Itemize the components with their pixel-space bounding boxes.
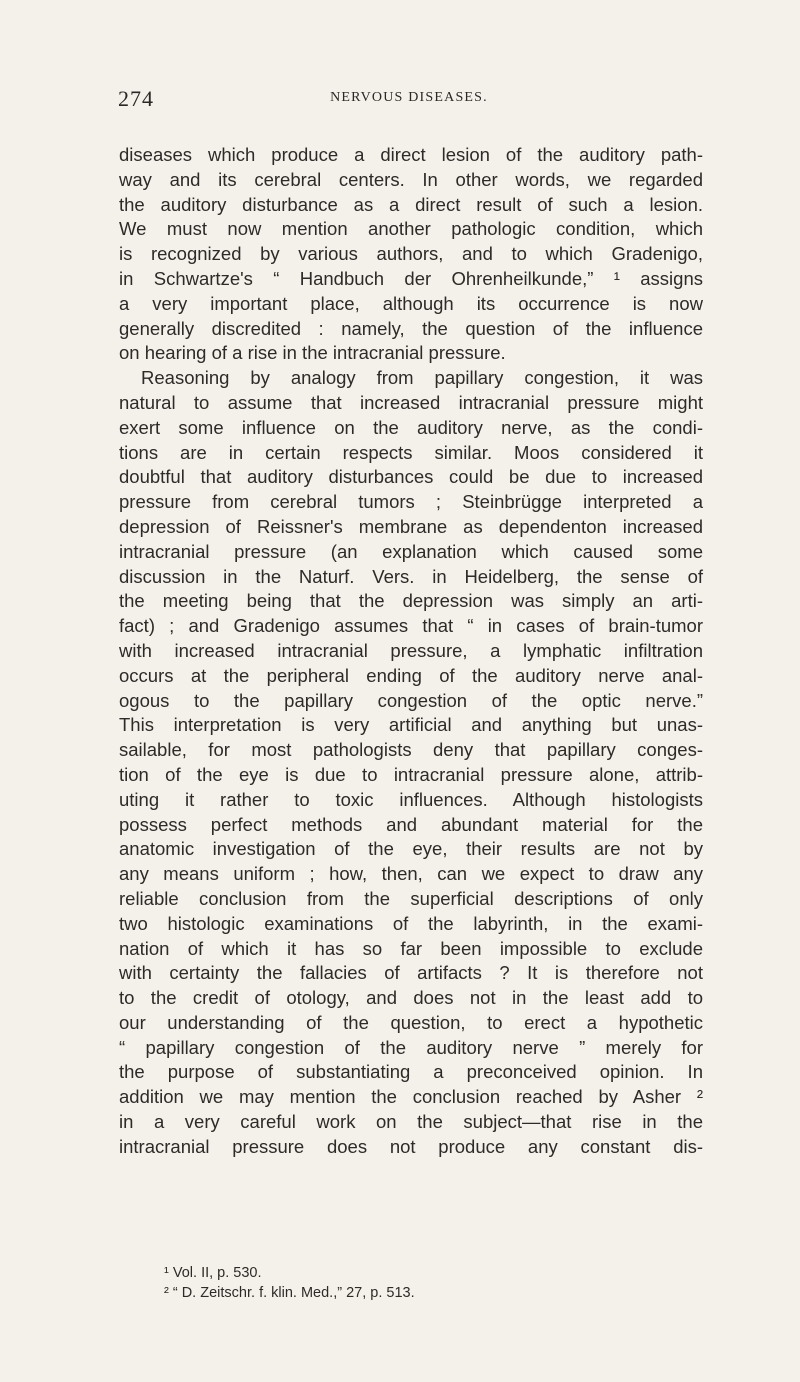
text-line: occurs at the peripheral ending of the auditory nerve anal- (119, 664, 703, 686)
text-line: nation of which it has so far been impossible to exclude (119, 937, 703, 959)
text-line: two histologic examinations of the labyrinth, in the exami- (119, 912, 703, 934)
footnote-2: ² “ D. Zeitschr. f. klin. Med.,” 27, p. 513. (164, 1285, 415, 1301)
body-text (119, 143, 703, 1160)
text-line: the purpose of substantiating a preconceived opinion. In (119, 1061, 703, 1083)
text-line: in a very careful work on the subject—that rise in the (119, 1111, 703, 1133)
text-line: ogous to the papillary congestion of the optic nerve.” (119, 689, 703, 711)
text-line: depression of Reissner's membrane as dependenton increased (119, 515, 703, 537)
text-line: exert some influence on the auditory nerve, as the condi- (119, 416, 703, 438)
text-line: way and its cerebral centers. In other words, we regarded (119, 168, 703, 190)
text-line: possess perfect methods and abundant material for the (119, 813, 703, 835)
text-line: in Schwartze's “ Handbuch der Ohrenheilkunde,” ¹ assigns (119, 267, 703, 289)
footnote-1: ¹ Vol. II, p. 530. (164, 1265, 262, 1281)
text-line: with certainty the fallacies of artifacts ? It is therefore not (119, 962, 703, 984)
running-head: NERVOUS DISEASES. (330, 90, 488, 105)
page-header (0, 86, 800, 116)
text-line: to the credit of otology, and does not in the least add to (119, 987, 703, 1009)
text-line: on hearing of a rise in the intracranial pressure. (119, 342, 506, 364)
footnotes (164, 1263, 415, 1303)
text-line: a very important place, although its occurrence is now (119, 292, 703, 314)
text-line: diseases which produce a direct lesion of the auditory path- (119, 144, 703, 165)
text-line: the auditory disturbance as a direct result of such a lesion. (119, 193, 703, 215)
text-line: tions are in certain respects similar. Moos considered it (119, 441, 703, 463)
text-line: uting it rather to toxic influences. Although histologists (119, 788, 703, 810)
text-line: tion of the eye is due to intracranial pressure alone, attrib- (119, 763, 703, 785)
text-line: We must now mention another pathologic condition, which (119, 218, 703, 240)
text-line: “ papillary congestion of the auditory nerve ” merely for (119, 1036, 703, 1058)
text-line: any means uniform ; how, then, can we expect to draw any (119, 863, 703, 885)
text-line: our understanding of the question, to erect a hypothetic (119, 1011, 703, 1033)
text-line: natural to assume that increased intracranial pressure might (119, 391, 703, 413)
text-line: sailable, for most pathologists deny that papillary conges- (119, 739, 703, 761)
text-line: pressure from cerebral tumors ; Steinbrügge interpreted a (119, 491, 703, 513)
text-line: Reasoning by analogy from papillary congestion, it was (141, 367, 703, 389)
text-line: discussion in the Naturf. Vers. in Heidelberg, the sense of (119, 565, 703, 587)
text-line: doubtful that auditory disturbances could be due to increased (119, 466, 703, 488)
text-line: generally discredited : namely, the question of the influence (119, 317, 703, 339)
text-line: addition we may mention the conclusion reached by Asher ² (119, 1086, 703, 1108)
page-number: 274 (118, 86, 154, 111)
text-line: reliable conclusion from the superficial descriptions of only (119, 887, 703, 909)
text-line: is recognized by various authors, and to which Gradenigo, (119, 243, 703, 265)
text-line: anatomic investigation of the eye, their results are not by (119, 838, 703, 860)
text-line: This interpretation is very artificial and anything but unas- (119, 714, 703, 736)
text-line: fact) ; and Gradenigo assumes that “ in cases of brain-tumor (119, 615, 703, 637)
text-line: intracranial pressure does not produce any constant dis- (119, 1135, 703, 1157)
text-line: with increased intracranial pressure, a lymphatic infiltration (119, 639, 703, 661)
text-line: the meeting being that the depression was simply an arti- (119, 590, 703, 612)
text-line: intracranial pressure (an explanation which caused some (119, 540, 703, 562)
